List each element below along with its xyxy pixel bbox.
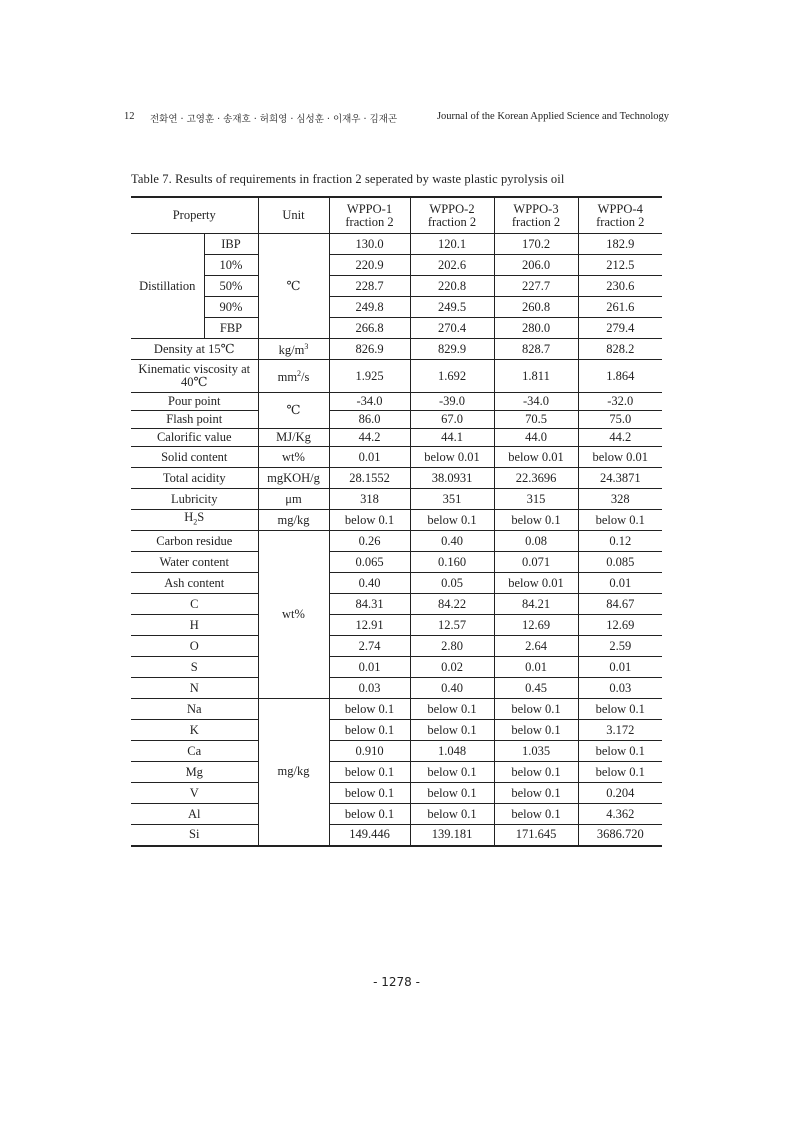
table-row bbox=[131, 783, 662, 804]
cell: 0.03 bbox=[329, 678, 410, 699]
cell: 12.69 bbox=[578, 615, 662, 636]
table-header-row bbox=[131, 197, 662, 234]
cell: below 0.1 bbox=[494, 720, 578, 741]
cell: -34.0 bbox=[329, 393, 410, 411]
cell: 270.4 bbox=[410, 318, 494, 339]
table-row bbox=[131, 276, 662, 297]
cell: below 0.1 bbox=[410, 783, 494, 804]
cell: 0.03 bbox=[578, 678, 662, 699]
cell: below 0.1 bbox=[410, 804, 494, 825]
cell: below 0.1 bbox=[329, 783, 410, 804]
cell: below 0.01 bbox=[494, 447, 578, 468]
cell: 0.40 bbox=[329, 573, 410, 594]
cell: 266.8 bbox=[329, 318, 410, 339]
cell: 75.0 bbox=[578, 411, 662, 429]
table-row bbox=[131, 255, 662, 276]
row-label: H bbox=[131, 615, 258, 636]
row-label: Pour point bbox=[131, 393, 258, 411]
row-label: Mg bbox=[131, 762, 258, 783]
cell: below 0.1 bbox=[410, 762, 494, 783]
row-label: Si bbox=[131, 825, 258, 846]
table-row bbox=[131, 552, 662, 573]
page-number: 12 bbox=[124, 111, 135, 122]
cell: 220.9 bbox=[329, 255, 410, 276]
cell: 84.22 bbox=[410, 594, 494, 615]
cell: below 0.01 bbox=[578, 447, 662, 468]
row-label: Total acidity bbox=[131, 468, 258, 489]
cell: -39.0 bbox=[410, 393, 494, 411]
table-row bbox=[131, 531, 662, 552]
cell: 828.7 bbox=[494, 339, 578, 360]
cell: 70.5 bbox=[494, 411, 578, 429]
cell: 280.0 bbox=[494, 318, 578, 339]
cell: 170.2 bbox=[494, 234, 578, 255]
row-sublabel: FBP bbox=[204, 318, 258, 339]
cell: 0.40 bbox=[410, 678, 494, 699]
cell: 28.1552 bbox=[329, 468, 410, 489]
cell: 149.446 bbox=[329, 825, 410, 846]
cell: 44.1 bbox=[410, 429, 494, 447]
cell: -34.0 bbox=[494, 393, 578, 411]
cell: below 0.1 bbox=[578, 762, 662, 783]
row-unit: mg/kg bbox=[258, 510, 329, 531]
cell: below 0.1 bbox=[329, 720, 410, 741]
cell: 0.085 bbox=[578, 552, 662, 573]
cell: 351 bbox=[410, 489, 494, 510]
cell: 84.67 bbox=[578, 594, 662, 615]
row-label: Al bbox=[131, 804, 258, 825]
cell: 12.57 bbox=[410, 615, 494, 636]
cell: 2.74 bbox=[329, 636, 410, 657]
cell: 828.2 bbox=[578, 339, 662, 360]
row-unit: μm bbox=[258, 489, 329, 510]
row-label: V bbox=[131, 783, 258, 804]
cell: below 0.1 bbox=[578, 741, 662, 762]
cell: 44.0 bbox=[494, 429, 578, 447]
table-row bbox=[131, 234, 662, 255]
cell: 315 bbox=[494, 489, 578, 510]
cell: 0.910 bbox=[329, 741, 410, 762]
cell: 2.64 bbox=[494, 636, 578, 657]
header-col: WPPO-2 fraction 2 bbox=[410, 197, 494, 234]
cell: 826.9 bbox=[329, 339, 410, 360]
cell: 220.8 bbox=[410, 276, 494, 297]
row-unit: ℃ bbox=[258, 393, 329, 429]
cell: 44.2 bbox=[329, 429, 410, 447]
cell: 227.7 bbox=[494, 276, 578, 297]
header-col: WPPO-4 fraction 2 bbox=[578, 197, 662, 234]
row-sublabel: IBP bbox=[204, 234, 258, 255]
table-row bbox=[131, 573, 662, 594]
running-header bbox=[124, 111, 669, 127]
cell: 0.160 bbox=[410, 552, 494, 573]
cell: 1.811 bbox=[494, 360, 578, 393]
cell: 279.4 bbox=[578, 318, 662, 339]
row-label: S bbox=[131, 657, 258, 678]
cell: 84.31 bbox=[329, 594, 410, 615]
table-row bbox=[131, 447, 662, 468]
cell: 182.9 bbox=[578, 234, 662, 255]
cell: 1.864 bbox=[578, 360, 662, 393]
cell: below 0.1 bbox=[329, 762, 410, 783]
cell: 230.6 bbox=[578, 276, 662, 297]
row-label: Carbon residue bbox=[131, 531, 258, 552]
cell: 318 bbox=[329, 489, 410, 510]
cell: below 0.1 bbox=[494, 699, 578, 720]
table-row bbox=[131, 468, 662, 489]
cell: 206.0 bbox=[494, 255, 578, 276]
table-row bbox=[131, 825, 662, 846]
header-unit: Unit bbox=[258, 197, 329, 234]
cell: 2.59 bbox=[578, 636, 662, 657]
cell: 3.172 bbox=[578, 720, 662, 741]
table-row bbox=[131, 318, 662, 339]
table-row bbox=[131, 393, 662, 411]
cell: 0.12 bbox=[578, 531, 662, 552]
table-row bbox=[131, 678, 662, 699]
row-label: $H_2S$ bbox=[131, 510, 258, 531]
row-label: Flash point bbox=[131, 411, 258, 429]
row-label: Na bbox=[131, 699, 258, 720]
table-row bbox=[131, 594, 662, 615]
cell: 22.3696 bbox=[494, 468, 578, 489]
row-sublabel: 50% bbox=[204, 276, 258, 297]
table-row bbox=[131, 657, 662, 678]
cell: 4.362 bbox=[578, 804, 662, 825]
row-unit: $kg/m^3$ bbox=[258, 339, 329, 360]
cell: 261.6 bbox=[578, 297, 662, 318]
table-row bbox=[131, 360, 662, 393]
row-label: K bbox=[131, 720, 258, 741]
cell: 67.0 bbox=[410, 411, 494, 429]
cell: 328 bbox=[578, 489, 662, 510]
cell: below 0.1 bbox=[578, 699, 662, 720]
cell: 0.08 bbox=[494, 531, 578, 552]
metal-unit: mg/kg bbox=[258, 699, 329, 846]
distillation-label: Distillation bbox=[131, 234, 204, 339]
cell: below 0.1 bbox=[578, 510, 662, 531]
cell: below 0.01 bbox=[410, 447, 494, 468]
table-row bbox=[131, 510, 662, 531]
results-table bbox=[131, 196, 662, 847]
cell: 0.45 bbox=[494, 678, 578, 699]
author-list: 전화연 · 고영훈 · 송재호 · 허희영 · 심성훈 · 이재우 · 김재곤 bbox=[150, 114, 398, 125]
cell: 1.692 bbox=[410, 360, 494, 393]
wt-unit: wt% bbox=[258, 531, 329, 699]
cell: 829.9 bbox=[410, 339, 494, 360]
cell: below 0.1 bbox=[329, 510, 410, 531]
cell: 24.3871 bbox=[578, 468, 662, 489]
table-row bbox=[131, 339, 662, 360]
cell: 260.8 bbox=[494, 297, 578, 318]
cell: 0.26 bbox=[329, 531, 410, 552]
cell: 228.7 bbox=[329, 276, 410, 297]
row-unit: MJ/Kg bbox=[258, 429, 329, 447]
cell: 0.01 bbox=[578, 573, 662, 594]
row-label: Density at 15℃ bbox=[131, 339, 258, 360]
cell: below 0.1 bbox=[329, 699, 410, 720]
row-label: Kinematic viscosity at 40℃ bbox=[131, 360, 258, 393]
cell: below 0.1 bbox=[494, 804, 578, 825]
table-row bbox=[131, 720, 662, 741]
row-sublabel: 10% bbox=[204, 255, 258, 276]
journal-name: Journal of the Korean Applied Science and Technology bbox=[436, 111, 669, 122]
table-row bbox=[131, 699, 662, 720]
cell: below 0.1 bbox=[410, 699, 494, 720]
cell: 0.071 bbox=[494, 552, 578, 573]
cell: 86.0 bbox=[329, 411, 410, 429]
cell: 1.035 bbox=[494, 741, 578, 762]
table-row bbox=[131, 411, 662, 429]
cell: -32.0 bbox=[578, 393, 662, 411]
header-col: WPPO-1 fraction 2 bbox=[329, 197, 410, 234]
row-unit: mgKOH/g bbox=[258, 468, 329, 489]
cell: 139.181 bbox=[410, 825, 494, 846]
cell: 249.5 bbox=[410, 297, 494, 318]
table-row bbox=[131, 741, 662, 762]
row-label: Ca bbox=[131, 741, 258, 762]
cell: 0.01 bbox=[494, 657, 578, 678]
cell: 171.645 bbox=[494, 825, 578, 846]
cell: 0.05 bbox=[410, 573, 494, 594]
table-row bbox=[131, 615, 662, 636]
row-label: C bbox=[131, 594, 258, 615]
cell: 3686.720 bbox=[578, 825, 662, 846]
cell: 249.8 bbox=[329, 297, 410, 318]
cell: below 0.1 bbox=[410, 510, 494, 531]
header-property: Property bbox=[131, 197, 258, 234]
row-label: Ash content bbox=[131, 573, 258, 594]
cell: below 0.1 bbox=[494, 762, 578, 783]
cell: 212.5 bbox=[578, 255, 662, 276]
row-label: Calorific value bbox=[131, 429, 258, 447]
cell: below 0.1 bbox=[494, 510, 578, 531]
row-unit: wt% bbox=[258, 447, 329, 468]
cell: 44.2 bbox=[578, 429, 662, 447]
distillation-unit: ℃ bbox=[258, 234, 329, 339]
page-footer: - 1278 - bbox=[373, 975, 420, 989]
header-col: WPPO-3 fraction 2 bbox=[494, 197, 578, 234]
cell: below 0.01 bbox=[494, 573, 578, 594]
cell: below 0.1 bbox=[410, 720, 494, 741]
cell: 38.0931 bbox=[410, 468, 494, 489]
cell: 12.69 bbox=[494, 615, 578, 636]
row-label: Water content bbox=[131, 552, 258, 573]
table-row bbox=[131, 636, 662, 657]
cell: below 0.1 bbox=[494, 783, 578, 804]
cell: 202.6 bbox=[410, 255, 494, 276]
cell: 2.80 bbox=[410, 636, 494, 657]
cell: 0.01 bbox=[329, 447, 410, 468]
cell: 130.0 bbox=[329, 234, 410, 255]
cell: 0.01 bbox=[329, 657, 410, 678]
cell: 0.40 bbox=[410, 531, 494, 552]
table-caption: Table 7. Results of requirements in fraction 2 seperated by waste plastic pyrolysis oil bbox=[131, 172, 565, 186]
row-label: O bbox=[131, 636, 258, 657]
cell: 0.02 bbox=[410, 657, 494, 678]
row-sublabel: 90% bbox=[204, 297, 258, 318]
table-row bbox=[131, 762, 662, 783]
cell: 1.048 bbox=[410, 741, 494, 762]
cell: below 0.1 bbox=[329, 804, 410, 825]
cell: 0.065 bbox=[329, 552, 410, 573]
table-row bbox=[131, 489, 662, 510]
table-row bbox=[131, 297, 662, 318]
cell: 0.204 bbox=[578, 783, 662, 804]
row-label: Lubricity bbox=[131, 489, 258, 510]
row-unit: $mm^2/s$ bbox=[258, 360, 329, 393]
cell: 120.1 bbox=[410, 234, 494, 255]
table-row bbox=[131, 804, 662, 825]
cell: 1.925 bbox=[329, 360, 410, 393]
table-row bbox=[131, 429, 662, 447]
row-label: Solid content bbox=[131, 447, 258, 468]
cell: 84.21 bbox=[494, 594, 578, 615]
cell: 12.91 bbox=[329, 615, 410, 636]
row-label: N bbox=[131, 678, 258, 699]
cell: 0.01 bbox=[578, 657, 662, 678]
